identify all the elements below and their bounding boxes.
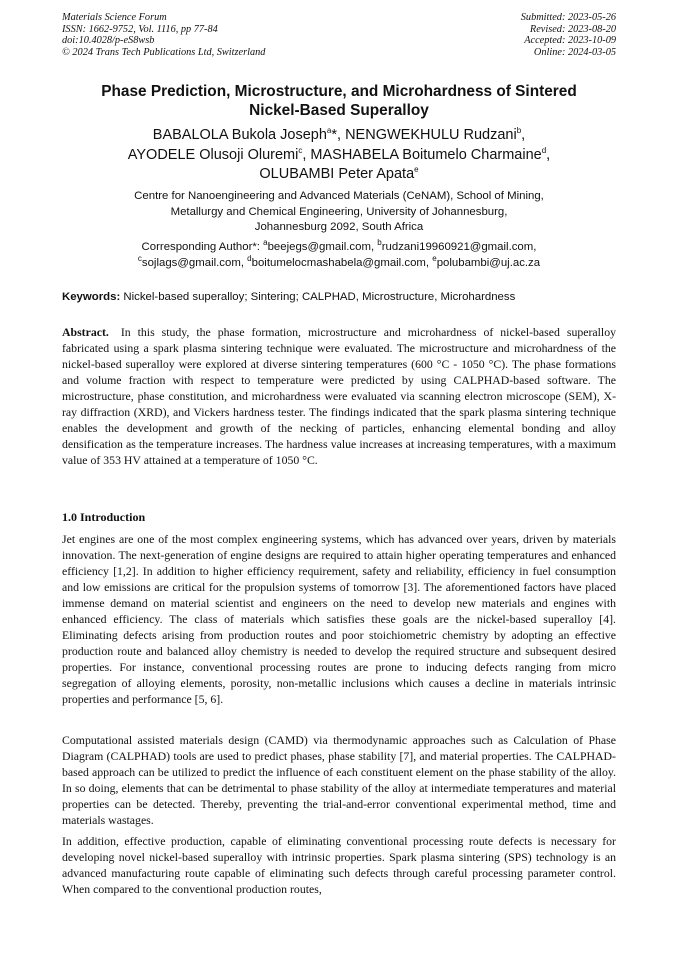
affiliation-line-3: Johannesburg 2092, South Africa bbox=[254, 221, 424, 234]
submission-dates bbox=[521, 12, 616, 58]
section-heading-introduction: 1.0 Introduction bbox=[62, 510, 146, 524]
keywords bbox=[62, 290, 616, 305]
paper-title-line-1: Phase Prediction, Microstructure, and Microhardness of Sintered bbox=[101, 83, 577, 100]
author-name: OLUBAMBI Peter Apata bbox=[259, 166, 415, 182]
email-mark: d bbox=[247, 253, 252, 263]
email-link[interactable]: beejegs@gmail.com bbox=[267, 241, 371, 253]
journal-issn: ISSN: 1662-9752, Vol. 1116, pp 77-84 bbox=[62, 23, 218, 35]
journal-info bbox=[62, 12, 265, 58]
author-separator: , bbox=[302, 146, 307, 163]
author-affil-mark: c bbox=[298, 145, 303, 155]
author-affil-mark: d bbox=[541, 145, 547, 155]
author-separator: , bbox=[337, 127, 342, 143]
author-affil-mark: e bbox=[414, 165, 419, 175]
email-mark: b bbox=[377, 238, 382, 248]
affiliation-line-2: Metallurgy and Chemical Engineering, University of Johannesburg, bbox=[170, 205, 508, 218]
author-affil-mark: a bbox=[326, 126, 332, 136]
paper-title-line-2: Nickel-Based Superalloy bbox=[249, 102, 429, 119]
author-name: AYODELE Olusoji Oluremi bbox=[127, 146, 299, 163]
author-separator: , bbox=[546, 146, 551, 163]
abstract bbox=[62, 325, 616, 469]
email-link[interactable]: boitumelocmashabela@gmail.com bbox=[251, 256, 426, 269]
corresponding-label: Corresponding Author*: bbox=[141, 241, 264, 253]
intro-paragraph-3: In addition, effective production, capable of eliminating conventional processing route defects is necessary for developing novel nickel-based superalloy with intrinsic properties. Spark plasma sintering (SPS) technology is an advanced manufacturing route capable of eliminating such defects through careful processing parameter control. When compared to the conventional production routes, bbox=[62, 834, 616, 896]
author-line-3 bbox=[62, 165, 616, 185]
abstract-text: In this study, the phase formation, microstructure and microhardness of nickel-based superalloy fabricated using a spark plasma sintering technique were evaluated. The microstructure and microhardness of the nickel-based superalloy were explored at diverse sintering temperatures (600 °C - 1050 °C). The phase formations and volume fraction with respect to temperature were predicted by using CALPHAD-based software. The microstructure, phase constitution, and microhardness were evaluated via scanning electron microscope (SEM), X-ray diffraction (XRD), and Vickers hardness tester. The findings indicated that the spark plasma sintering technique enables the development and growth of the necking of particles, enhancing elemental bonding and alloy densification as the temperature increases. The hardness value increases at increasing temperatures, with a maximum value of 353 HV attained at a temperature of 1050 °C. bbox=[62, 325, 616, 467]
author-list bbox=[62, 126, 616, 185]
email-link[interactable]: sojlags@gmail.com bbox=[141, 256, 241, 269]
corresponding-author bbox=[62, 240, 616, 271]
journal-copyright: © 2024 Trans Tech Publications Ltd, Switzerland bbox=[62, 46, 266, 58]
affiliation bbox=[62, 189, 616, 236]
author-affil-mark: b bbox=[516, 126, 522, 136]
email-link[interactable]: rudzani19960921@gmail.com bbox=[381, 241, 534, 253]
author-separator: , bbox=[521, 127, 526, 143]
paper-title bbox=[62, 82, 616, 120]
corresponding-mark: * bbox=[331, 127, 338, 143]
email-link[interactable]: polubambi@uj.ac.za bbox=[436, 256, 541, 269]
keywords-text: Nickel-based superalloy; Sintering; CALPHAD, Microstructure, Microhardness bbox=[120, 291, 516, 303]
affiliation-line-1: Centre for Nanoengineering and Advanced Materials (CeNAM), School of Mining, bbox=[134, 190, 544, 202]
date-online: Online: 2024-03-05 bbox=[533, 46, 616, 58]
author-name: BABALOLA Bukola Joseph bbox=[152, 127, 327, 143]
date-accepted: Accepted: 2023-10-09 bbox=[524, 35, 616, 47]
email-mark: e bbox=[432, 253, 437, 263]
corresponding-line-1: Corresponding Author*: $^a$beejegs@gmail.com, $^b$rudzani19960921@gmail.com, bbox=[141, 238, 537, 253]
author-line-1 bbox=[62, 126, 616, 146]
keywords-label: Keywords: bbox=[62, 291, 121, 303]
corresponding-line-2: $^c$sojlags@gmail.com, $^d$boitumelocmashabela@gmail.com, $^e$polubambi@uj.ac.za bbox=[137, 253, 541, 269]
email-mark: c bbox=[137, 253, 142, 263]
author-name: NENGWEKHULU Rudzani bbox=[345, 127, 517, 143]
intro-paragraph-1: Jet engines are one of the most complex engineering systems, which has advanced over years, driven by materials innovation. The next-generation of engine designs are required to attain higher operating temperatures and enhanced efficiency [1,2]. In addition to higher efficiency requirement, safety and reliability, efficiency in fuel consumption and low emissions are critical for the propulsion systems of tomorrow [3]. The aforementioned factors have placed immense demand on material scientist and engineers on the need to develop new materials and engines with enhanced efficiency. The class of materials which satisfies these goals are the nickel-based superalloy [4]. Eliminating defects arising from production routes and poor stoichiometric chemistry by adopting an effective production route and balanced alloy chemistry is needed to develop the required structure and subsequent desired properties. For instance, conventional processing routes are prone to inducing defects ranging from micro segregation of alloying elements, porosity, non-metallic inclusions which causes a decline in materials intrinsic properties and performance [5, 6]. bbox=[62, 532, 616, 706]
abstract-label: Abstract. bbox=[62, 325, 109, 339]
journal-name: Materials Science Forum bbox=[62, 12, 167, 23]
date-revised: Revised: 2023-08-20 bbox=[529, 23, 616, 35]
intro-paragraph-2: Computational assisted materials design (CAMD) via thermodynamic approaches such as Calculation of Phase Diagram (CALPHAD) tools are used to predict phases, phase stability [7], and material properties. The CALPHAD-based approach can be utilized to predict the influence of each constituent element on the phase stability of the alloy. In so doing, elements that can be detrimental to phase stability of the alloy at intermediate temperatures and material properties can be detected. Thereby, preventing the trial-and-error conventional experimental method, time and materials wastages. bbox=[62, 733, 616, 827]
date-submitted: Submitted: 2023-05-26 bbox=[520, 12, 616, 23]
email-mark: a bbox=[263, 238, 268, 248]
author-name: MASHABELA Boitumelo Charmaine bbox=[310, 146, 542, 163]
journal-doi: doi:10.4028/p-eS8wsb bbox=[62, 35, 155, 47]
author-line-2 bbox=[62, 146, 616, 166]
